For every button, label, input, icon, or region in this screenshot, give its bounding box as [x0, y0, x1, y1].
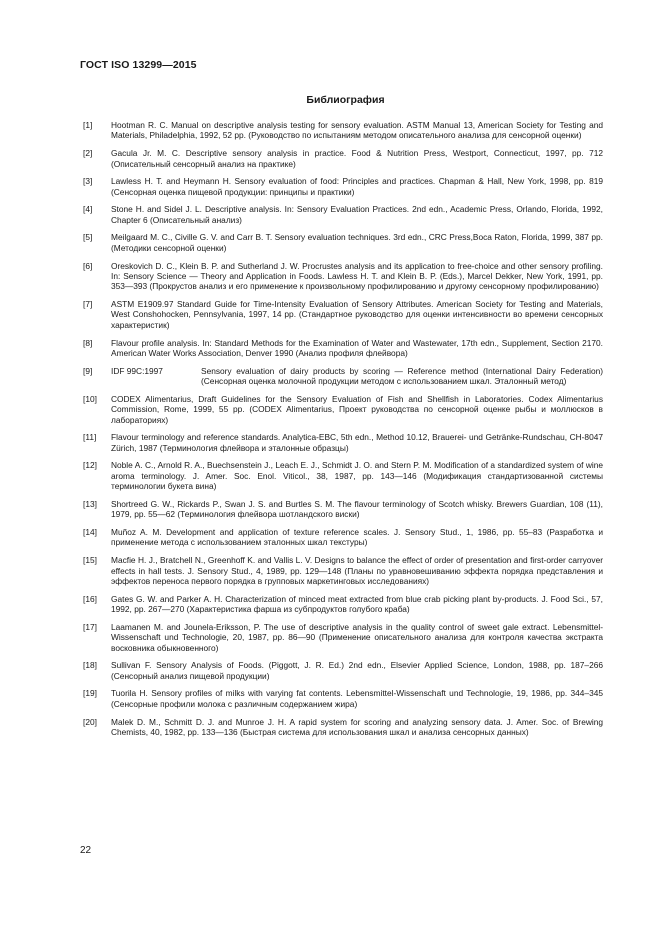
- reference-text: Lawless H. T. and Heymann H. Sensory evaluation of food: Principles and practices. Chapman & Hall, New York, 1998, pp. 819 (Сенсорная оценка пищевой продукции: принципы и практики): [111, 176, 603, 197]
- reference-item: [83, 660, 603, 681]
- reference-text: CODEX Alimentarius, Draft Guidelines for the Sensory Evaluation of Fish and Shellfish in Laboratories. Codex Alimentarius Commission, Rome, 1999, 55 pp. (CODEX Alimentarius, Проект руководства по сенсорной оценке рыбы и моллюсков в лабораториях): [111, 393, 603, 425]
- bibliography-title: Библиография: [306, 94, 385, 106]
- reference-text: Tuorila H. Sensory profiles of milks with varying fat contents. Lebensmittel-Wissenschaft und Technologie, 19, 1986, pp. 344–345 (Сенсорные профили молока с различным содержанием жира): [111, 688, 603, 709]
- reference-item: [83, 460, 603, 491]
- reference-number: [15]: [83, 555, 97, 566]
- reference-text: Sensory evaluation of dairy products by scoring — Reference method (International Dairy Federation) (Сенсорная оценка молочной продукции методом с использованием шкал. Эталонный метод): [201, 365, 603, 387]
- reference-number: [4]: [83, 204, 93, 215]
- reference-item: [83, 432, 603, 453]
- reference-text: Meilgaard M. C., Civille G. V. and Carr B. T. Sensory evaluation techniques. 3rd edn., CRC Press,Boca Raton, Florida, 1999, 387 pp. (Методики сенсорной оценки): [111, 232, 603, 253]
- reference-text: Stone H. and Sidel J. L. Descriptive analysis. In: Sensory Evaluation Practices. 2nd edn., Academic Press, Orlando, Florida, 1992, Chapter 6 (Описательный анализ): [111, 204, 603, 225]
- reference-number: [11]: [83, 432, 97, 443]
- reference-number: [2]: [83, 148, 93, 159]
- reference-text: ASTM E1909.97 Standard Guide for Time-Intensity Evaluation of Sensory Attributes. American Society for Testing and Materials, West Conshohocken, Pennsylvania, 1997, 14 pp. (Стандартное руководство для оценки интенсивности во времени сенсорных характеристик): [111, 299, 603, 330]
- reference-item: [83, 148, 603, 169]
- reference-number: [9]: [83, 365, 93, 376]
- reference-number: [18]: [83, 660, 97, 671]
- reference-item: [83, 366, 603, 387]
- reference-item: [83, 594, 603, 615]
- reference-item: [83, 299, 603, 330]
- reference-number: [13]: [83, 498, 97, 509]
- reference-text: Sullivan F. Sensory Analysis of Foods. (Piggott, J. R. Ed.) 2nd edn., Elsevier Applied Science, London, 1988, pp. 187–266 (Сенсорный анализ пищевой продукции): [111, 660, 603, 681]
- reference-item: [83, 261, 603, 292]
- reference-number: [8]: [83, 337, 93, 348]
- reference-number: [14]: [83, 527, 97, 538]
- reference-number: [1]: [83, 120, 93, 130]
- reference-text: Noble A. C., Arnold R. A., Buechsenstein J., Leach E. J., Schmidt J. O. and Stern P. M. Modification of a standardized system of wine aroma terminology. J. Amer. Soc. Enol. Viticol., 38, 1987, pp. 143—146 (Модификация стандартизованной системы терминологии букета вина): [111, 460, 603, 492]
- reference-text: Shortreed G. W., Rickards P., Swan J. S. and Burtles S. M. The flavour terminology of Scotch whisky. Brewers Guardian, 108 (11), 1979, pp. 55—62 (Терминология флейвора шотландского виски): [111, 498, 603, 520]
- reference-number: [17]: [83, 621, 97, 632]
- reference-number: [5]: [83, 232, 93, 243]
- reference-code: IDF 99C:1997: [111, 365, 163, 376]
- reference-text: Hootman R. C. Manual on descriptive analysis testing for sensory evaluation. ASTM Manual 13, American Society for Testing and Materials, Philadelphia, 1992, 52 pp. (Руководство по испытаниям методом описательного анализа для сенсорной оценки): [111, 120, 603, 141]
- reference-item: [83, 338, 603, 359]
- reference-item: [83, 499, 603, 520]
- page-number: 22: [80, 845, 92, 856]
- reference-item: [83, 688, 603, 709]
- reference-item: [83, 717, 603, 738]
- reference-text: Gacula Jr. M. C. Descriptive sensory analysis in practice. Food & Nutrition Press, Westport, Connecticut, 1997, pp. 712 (Описательный сенсорный анализ на практике): [111, 148, 603, 169]
- reference-text: Oreskovich D. C., Klein B. P. and Sutherland J. W. Procrustes analysis and its application to free-choice and other sensory profiling. In: Sensory Science — Theory and Application in Foods. Lawless H. T. and Klein B. P. (Eds.), Marcel Dekker, New York, 1991, pp. 353—393 (Прокрустов анализ и его применение к произвольному профилированию и другому сенсорному профилированию): [111, 260, 603, 292]
- reference-item: [83, 232, 603, 253]
- reference-item: [83, 622, 603, 653]
- reference-number: [12]: [83, 460, 97, 471]
- reference-text: Flavour profile analysis. In: Standard Methods for the Examination of Water and Wastewater, 17th edn., Supplement, Section 2170. American Water Works Association, Denver 1990 (Анализ профиля флейвора): [111, 337, 603, 358]
- reference-item: [83, 555, 603, 586]
- reference-item: [83, 394, 603, 425]
- reference-item: [83, 120, 603, 141]
- reference-text: Flavour terminology and reference standards. Analytica-EBC, 5th edn., Method 10.12, Brauerei- und Getränke-Rundschau, CH-8047 Zürich, 1987 (Терминология флейвора и эталонные образцы): [111, 432, 603, 453]
- reference-item: [83, 527, 603, 548]
- reference-number: [7]: [83, 299, 93, 310]
- reference-text: Muñoz A. M. Development and application of texture reference scales. J. Sensory Stud., 1, 1986, pp. 55–83 (Разработка и применение метода с использованием эталонных шкал текстуры): [111, 527, 603, 548]
- reference-number: [19]: [83, 688, 97, 699]
- reference-number: [10]: [83, 393, 97, 404]
- reference-text: Gates G. W. and Parker A. H. Characterization of minced meat extracted from blue crab picking plant by-products. J. Food Sci., 57, 1992, pp. 267—270 (Характеристика фарша из субпродуктов голубого краба): [111, 593, 603, 615]
- reference-item: [83, 204, 603, 225]
- reference-number: [3]: [83, 176, 93, 187]
- reference-text: Macfie H. J., Bratchell N., Greenhoff K. and Vallis L. V. Designs to balance the effect of order of presentation and first-order carryover effects in hall tests. J. Sensory Stud., 4, 1989, pp. 129—148 (Планы по уравновешиванию эффекта порядка представления и эффектов переноса первого порядка в групповых маркетинговых исследованиях): [111, 555, 603, 586]
- reference-list: [83, 120, 603, 745]
- reference-text: Malek D. M., Schmitt D. J. and Munroe J. H. A rapid system for scoring and analyzing sensory data. J. Amer. Soc. of Brewing Chemists, 40, 1982, pp. 133—136 (Быстрая система для использования шкал и анализа сенсорных данных): [111, 716, 603, 737]
- document-code: ГОСТ ISO 13299—2015: [80, 59, 197, 71]
- reference-number: [20]: [83, 716, 97, 727]
- reference-number: [16]: [83, 593, 97, 604]
- reference-text: Laamanen M. and Jounela-Eriksson, P. The use of descriptive analysis in the quality control of sweet gale extract. Lebensmittel-Wissenschaft und Technologie, 20, 1987, pp. 86—90 (Применение описательного анализа для контроля качества экстракта восковника обыкновенного): [111, 621, 603, 653]
- reference-number: [6]: [83, 260, 93, 271]
- reference-item: [83, 176, 603, 197]
